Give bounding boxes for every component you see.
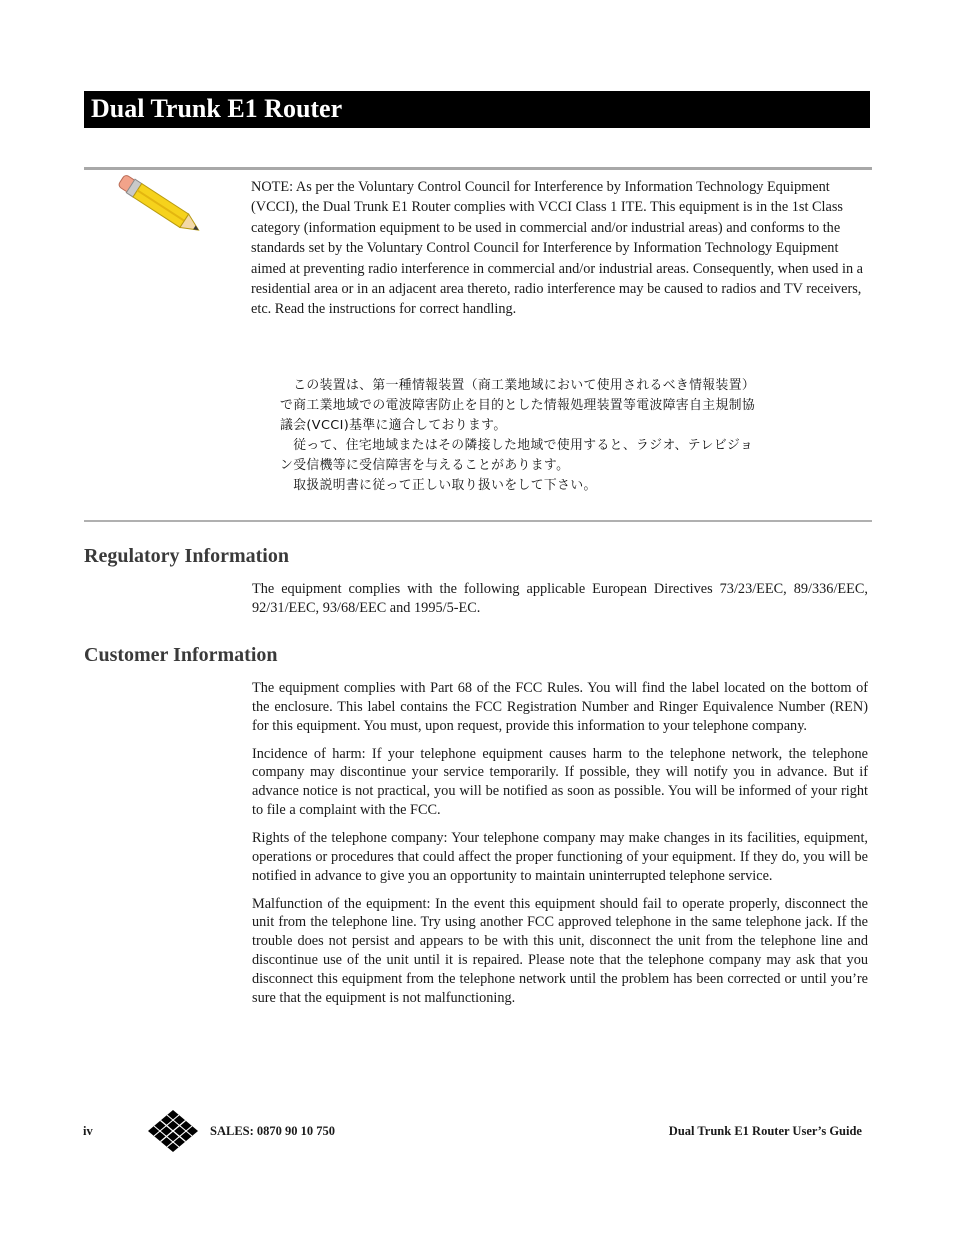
title-bar [84, 91, 870, 128]
page-title: Dual Trunk E1 Router [91, 94, 343, 123]
jp-line: 議会(VCCI)基準に適合しております。 [280, 418, 507, 433]
sales-phone: SALES: 0870 90 10 750 [210, 1124, 336, 1138]
note-bottom-divider [84, 520, 872, 522]
customer-body [252, 679, 868, 1017]
guide-title: Dual Trunk E1 Router User’s Guide [668, 1124, 862, 1138]
jp-line: 取扱説明書に従って正しい取り扱いをして下さい。 [280, 478, 597, 493]
regulatory-body [252, 580, 868, 627]
vcci-japanese-statement [280, 376, 820, 496]
jp-line: で商工業地域での電波障害防止を目的とした情報処理装置等電波障害自主規制協 [280, 398, 756, 413]
pencil-icon [112, 172, 208, 238]
paragraph: Malfunction of the equipment: In the event this equipment should fail to operate properly, disconnect the unit from the telephone line. Try using another FCC approved telephone in the same telephone jack. If the trouble does not persist and appears to be with this unit, disconnect the unit from the telephone line and discontinue use of the unit until it is repaired. Please note that the telephone company may ask that you disconnect this equipment from the telephone network until the problem has been corrected or until you’re sure that the equipment is not malfunctioning. [252, 895, 868, 1006]
customer-heading: Customer Information [84, 644, 278, 666]
jp-line: この装置は、第一種情報装置（商工業地域において使用されるべき情報装置） [280, 378, 756, 393]
paragraph: The equipment complies with the following applicable European Directives 73/23/EEC, 89/336/EEC, 92/31/EEC, 93/68/EEC and 1995/5-EC. [252, 581, 868, 616]
regulatory-heading: Regulatory Information [84, 545, 289, 567]
page-number: iv [83, 1124, 93, 1138]
black-box-diamond-logo [147, 1109, 199, 1153]
paragraph: Rights of the telephone company: Your telephone company may make changes in its facilities, equipment, operations or procedures that could affect the proper functioning of your equipment. If they do, you will be notified in advance to give you an opportunity to maintain uninterrupted telephone service. [252, 829, 868, 884]
jp-line: 従って、住宅地域またはその隣接した地域で使用すると、ラジオ、テレビジョ [280, 438, 754, 453]
paragraph: The equipment complies with Part 68 of the FCC Rules. You will find the label located on the bottom of the enclosure. This label contains the FCC Registration Number and Ringer Equivalence Number (REN) for this equipment. You must, upon request, provide this information to your telephone company. [252, 680, 868, 734]
vcci-note: NOTE: As per the Voluntary Control Council for Interference by Information Technology Equipment (VCCI), the Dual Trunk E1 Router complies with VCCI Class 1 ITE. This equipment is in the 1st Class category (information equipment to be used in commercial and/or industrial areas) and conforms to the standards set by the Voluntary Control Council for Interference by Information Technology Equipment aimed at preventing radio interference in commercial and/or industrial areas. Consequently, when used in a residential area or in an adjacent area thereto, radio interference may be caused to radios and TV receivers, etc. Read the instructions for correct handling. [251, 179, 864, 318]
jp-line: ン受信機等に受信障害を与えることがあります。 [280, 458, 570, 473]
note-top-divider [84, 167, 872, 170]
paragraph: Incidence of harm: If your telephone equipment causes harm to the telephone network, the telephone company may discontinue your service temporarily. If possible, they will notify you in advance. But if advance notice is not practical, you will be notified as soon as possible. You will be informed of your right to file a complaint with the FCC. [252, 745, 868, 818]
